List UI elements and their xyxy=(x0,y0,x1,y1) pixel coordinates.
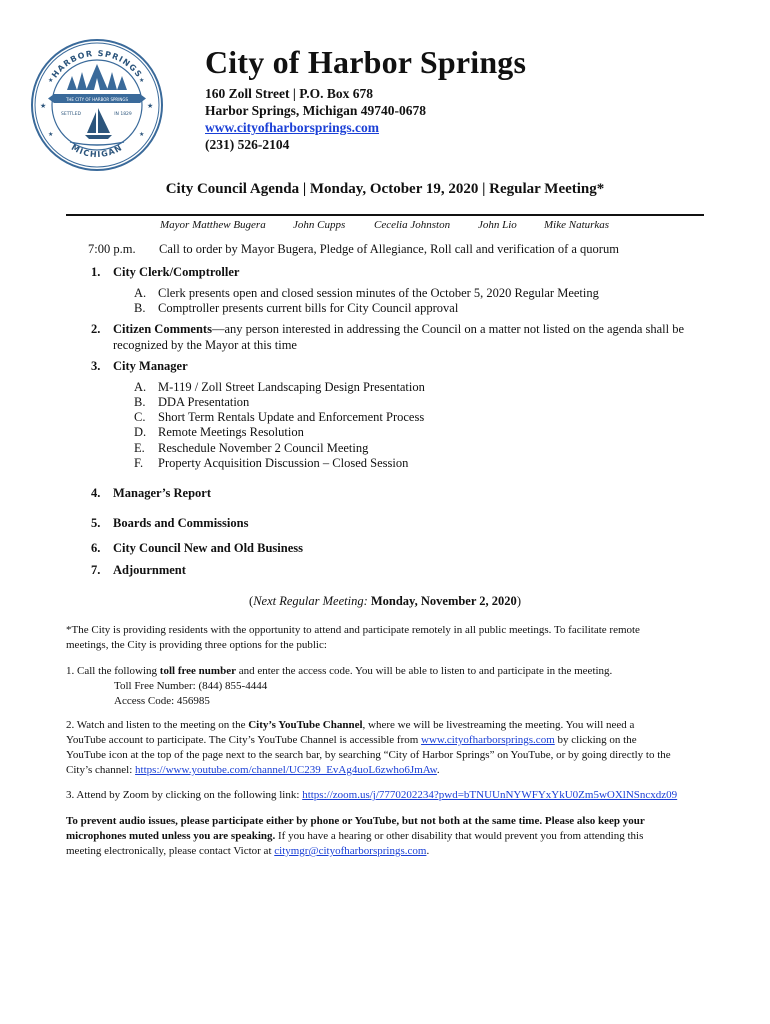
council-member: Mike Naturkas xyxy=(544,219,610,231)
option-youtube: 2. Watch and listen to the meeting on the City’s YouTube Channel, where we will be livestreaming the meeting. You will need a YouTube account to participate. The City’s YouTube Channel is accessible from www.cityofharborsprings.com by clicking on the YouTube icon at the top of the page next to the search bar, by searching “City of Harbor Springs” on YouTube, or by going directly to the City’s channel: https://www.youtube.com/channel/UC239_EvAg4uoL6zwho6JmAw. xyxy=(66,719,671,776)
sub-item: A. M-119 / Zoll Street Landscaping Design Presentation xyxy=(134,380,425,394)
item-number: 5. xyxy=(91,516,101,530)
sub-item: B. Comptroller presents current bills for City Council approval xyxy=(134,301,459,315)
item-number: 6. xyxy=(91,541,101,555)
address-line-2: Harbor Springs, Michigan 49740-0678 xyxy=(205,103,427,118)
remote-notice-intro: *The City is providing residents with the opportunity to attend and participate remotely in all public meetings. To facilitate remote meetings, the City is providing three options for the public: xyxy=(66,624,640,651)
zoom-link[interactable]: https://zoom.us/j/7770202234?pwd=bTNUUnNYWFYxYkU0Zm5wOXlNSncxdz09 xyxy=(302,789,678,801)
access-code: Access Code: 456985 xyxy=(114,695,210,707)
sub-item: C. Short Term Rentals Update and Enforcement Process xyxy=(134,410,425,424)
toll-free-number: Toll Free Number: (844) 855-4444 xyxy=(114,680,268,692)
item-title: Manager’s Report xyxy=(113,486,211,500)
svg-text:★: ★ xyxy=(139,132,145,138)
phone-number: (231) 526-2104 xyxy=(205,137,290,152)
item-title: City Manager xyxy=(113,359,188,373)
svg-text:HARBOR SPRINGS: HARBOR SPRINGS xyxy=(50,48,144,80)
city-seal-logo xyxy=(30,38,164,172)
council-member: Mayor Matthew Bugera xyxy=(160,219,266,231)
item-number: 2. xyxy=(91,322,101,336)
city-name-title: City of Harbor Springs xyxy=(205,44,527,80)
item-title: City Clerk/Comptroller xyxy=(113,265,240,279)
item-title: Boards and Commissions xyxy=(113,516,249,530)
svg-text:MICHIGAN: MICHIGAN xyxy=(69,142,125,160)
option-zoom: 3. Attend by Zoom by clicking on the following link: https://zoom.us/j/7770202234?pwd=bTNUUnNYWFYxYkU0Zm5wOXlNSncxdz09 xyxy=(66,789,678,801)
youtube-channel-link[interactable]: https://www.youtube.com/channel/UC239_EvAg4uoL6zwho6JmAw xyxy=(135,764,437,776)
sub-item: F. Property Acquisition Discussion – Closed Session xyxy=(134,456,409,470)
svg-text:THE CITY OF HARBOR SPRINGS: THE CITY OF HARBOR SPRINGS xyxy=(65,97,129,102)
svg-text:IN 1829: IN 1829 xyxy=(114,112,132,117)
svg-text:SETTLED: SETTLED xyxy=(61,112,81,117)
council-member: John Lio xyxy=(478,219,517,231)
sub-item: D. Remote Meetings Resolution xyxy=(134,425,304,439)
svg-text:★: ★ xyxy=(48,132,54,138)
svg-text:★: ★ xyxy=(48,78,54,84)
citizen-comments-text: Citizen Comments—any person interested in addressing the Council on a matter not listed on the agenda shall be xyxy=(113,322,685,336)
next-meeting-note: (Next Regular Meeting: Monday, November 2, 2020) xyxy=(249,594,521,608)
audio-warning: To prevent audio issues, please participate either by phone or YouTube, but not both at the same time. Please also keep your microphones muted unless you are speaking. If you have a hearing or other disability that would prevent you from attending this meeting electronically, please contact Victor at citymgr@cityofharborsprings.com. xyxy=(66,815,645,857)
address-line-1: 160 Zoll Street | P.O. Box 678 xyxy=(205,86,373,101)
svg-text:★: ★ xyxy=(139,78,145,84)
option-phone: 1. Call the following toll free number and enter the access code. You will be able to listen to and participate in the meeting. Toll Free Number: (844) 855-4444 Access Code: 456985 xyxy=(66,664,706,709)
sub-item: E. Reschedule November 2 Council Meeting xyxy=(134,441,369,455)
sub-item: A. Clerk presents open and closed session minutes of the October 5, 2020 Regular Meeting xyxy=(134,286,599,300)
citizen-comments-text-cont: recognized by the Mayor at this time xyxy=(113,338,297,352)
item-number: 7. xyxy=(91,563,101,577)
council-member: Cecelia Johnston xyxy=(374,219,451,231)
svg-text:★: ★ xyxy=(40,102,47,110)
call-to-order-time: 7:00 p.m. xyxy=(88,242,136,256)
item-number: 3. xyxy=(91,359,101,373)
item-title: City Council New and Old Business xyxy=(113,541,303,555)
email-link[interactable]: citymgr@cityofharborsprings.com xyxy=(274,845,427,857)
sub-item: B. DDA Presentation xyxy=(134,395,250,409)
item-number: 4. xyxy=(91,486,101,500)
call-to-order-text: Call to order by Mayor Bugera, Pledge of Allegiance, Roll call and verification of a quorum xyxy=(159,242,619,256)
council-member: John Cupps xyxy=(293,219,346,231)
website-link[interactable]: www.cityofharborsprings.com xyxy=(205,120,379,135)
divider xyxy=(66,214,704,216)
website-link-youtube[interactable]: www.cityofharborsprings.com xyxy=(421,734,555,746)
item-number: 1. xyxy=(91,265,101,279)
svg-text:★: ★ xyxy=(147,102,154,110)
agenda-title: City Council Agenda | Monday, October 19, 2020 | Regular Meeting* xyxy=(165,181,605,197)
item-title: Adjournment xyxy=(113,563,186,577)
